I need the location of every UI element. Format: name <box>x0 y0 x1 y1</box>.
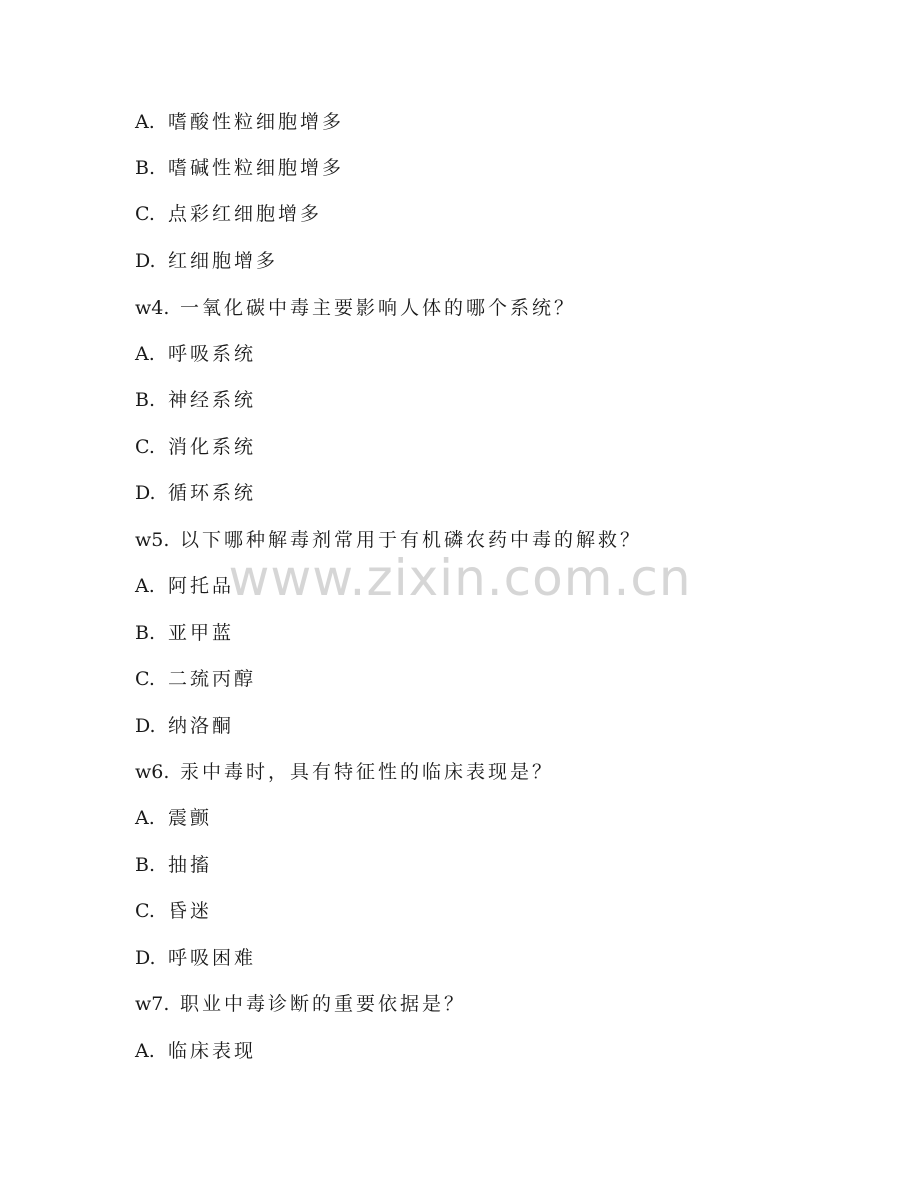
option-label: A. <box>135 111 155 133</box>
option-text: 呼吸系统 <box>168 343 257 365</box>
option-text: 呼吸困难 <box>168 947 257 969</box>
option-line <box>135 853 212 877</box>
question-line <box>135 528 642 552</box>
option-line <box>135 1039 256 1063</box>
question-line <box>135 992 466 1016</box>
option-label: C. <box>135 900 155 922</box>
option-line <box>135 435 256 459</box>
option-line <box>135 388 256 412</box>
option-label: D. <box>135 482 156 504</box>
option-text: 消化系统 <box>168 436 257 458</box>
option-text: 阿托品 <box>168 575 235 597</box>
option-text: 红细胞增多 <box>168 250 279 272</box>
option-label: B. <box>135 389 156 411</box>
option-label: A. <box>135 575 155 597</box>
question-number: w4. <box>135 297 170 319</box>
question-text: 以下哪种解毒剂常用于有机磷农药中毒的解救？ <box>180 529 643 551</box>
option-line <box>135 806 212 830</box>
option-line <box>135 667 256 691</box>
option-text: 二巯丙醇 <box>168 668 257 690</box>
option-label: C. <box>135 436 155 458</box>
option-text: 震颤 <box>168 807 213 829</box>
question-number: w5. <box>135 529 170 551</box>
option-label: D. <box>135 947 156 969</box>
option-text: 嗜酸性粒细胞增多 <box>168 111 345 133</box>
option-text: 点彩红细胞增多 <box>168 203 323 225</box>
question-text: 一氧化碳中毒主要影响人体的哪个系统？ <box>180 297 577 319</box>
option-text: 纳洛酮 <box>168 715 235 737</box>
option-label: A. <box>135 343 155 365</box>
option-text: 亚甲蓝 <box>168 622 235 644</box>
option-label: B. <box>135 622 156 644</box>
option-line <box>135 249 278 273</box>
option-text: 神经系统 <box>168 389 257 411</box>
question-line <box>135 296 576 320</box>
option-line <box>135 574 234 598</box>
option-text: 嗜碱性粒细胞增多 <box>168 157 345 179</box>
option-line <box>135 110 344 134</box>
option-text: 昏迷 <box>168 900 213 922</box>
option-text: 临床表现 <box>168 1040 257 1062</box>
option-text: 抽搐 <box>168 854 213 876</box>
option-label: D. <box>135 250 156 272</box>
option-text: 循环系统 <box>168 482 257 504</box>
option-label: C. <box>135 668 155 690</box>
option-line <box>135 156 344 180</box>
option-line <box>135 946 256 970</box>
question-text: 职业中毒诊断的重要依据是？ <box>180 993 467 1015</box>
option-label: D. <box>135 715 156 737</box>
question-number: w7. <box>135 993 170 1015</box>
option-label: C. <box>135 203 155 225</box>
option-label: A. <box>135 807 155 829</box>
option-line <box>135 481 256 505</box>
question-number: w6. <box>135 761 170 783</box>
option-line <box>135 342 256 366</box>
option-label: B. <box>135 157 156 179</box>
watermark: www.zixin.com.cn <box>228 549 692 607</box>
option-line <box>135 714 234 738</box>
option-line <box>135 621 234 645</box>
option-line <box>135 202 322 226</box>
question-text: 汞中毒时，具有特征性的临床表现是？ <box>180 761 555 783</box>
question-line <box>135 760 554 784</box>
option-label: B. <box>135 854 156 876</box>
option-label: A. <box>135 1040 155 1062</box>
option-line <box>135 899 212 923</box>
